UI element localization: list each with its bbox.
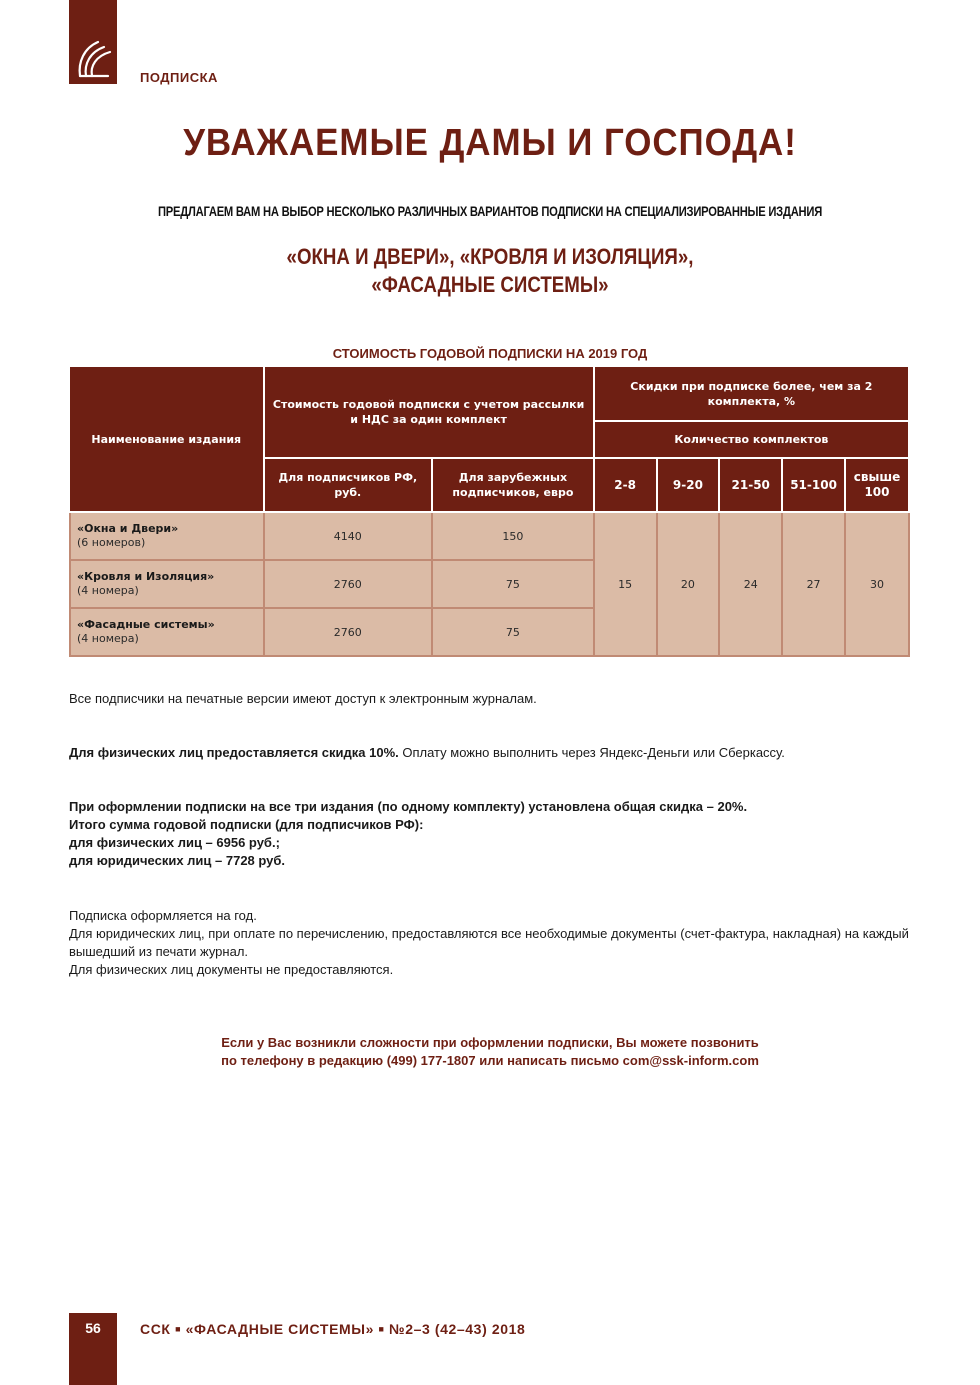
journal-name: «Фасадные системы» <box>77 618 215 631</box>
terms-line: Для физических лиц документы не предоставляются. <box>69 962 394 977</box>
discount-value: 20 <box>657 512 720 656</box>
terms-line: Для юридических лиц, при оплате по перечислению, предоставляются все необходимые документы (счет-фактура, накладная) на каждый вышедший из печати журнал. <box>69 926 909 959</box>
header-cost-group-line-2: и НДС за один комплект <box>350 413 507 426</box>
bundle-line: Итого сумма годовой подписки (для подписчиков РФ): <box>69 817 424 832</box>
journal-name-cell <box>70 560 264 608</box>
header-range: 2-8 <box>594 458 657 512</box>
header-range: свыше 100 <box>845 458 909 512</box>
table-title: СТОИМОСТЬ ГОДОВОЙ ПОДПИСКИ НА 2019 ГОД <box>332 346 648 361</box>
discount-value: 24 <box>719 512 782 656</box>
journal-names-line-1: «ОКНА И ДВЕРИ», «КРОВЛЯ И ИЗОЛЯЦИЯ», <box>286 244 694 269</box>
header-quantity: Количество комплектов <box>594 421 909 458</box>
ssk-logo-icon <box>72 34 114 80</box>
individual-discount-bold: Для физических лиц предоставляется скидка 10%. <box>69 745 399 760</box>
footer-issue-info <box>140 1321 525 1337</box>
header-cost-group <box>264 367 594 458</box>
price-foreign: 75 <box>432 608 594 656</box>
section-label: ПОДПИСКА <box>140 70 218 85</box>
square-separator-icon: ■ <box>175 1324 182 1334</box>
price-rf: 2760 <box>264 608 433 656</box>
discount-value: 27 <box>782 512 845 656</box>
access-note: Все подписчики на печатные версии имеют доступ к электронным журналам. <box>69 691 537 706</box>
price-foreign: 75 <box>432 560 594 608</box>
price-table <box>69 367 910 657</box>
contact-line-1: Если у Вас возникли сложности при оформлении подписки, Вы можете позвонить <box>221 1035 759 1050</box>
header-range: 51-100 <box>782 458 845 512</box>
price-foreign: 150 <box>432 512 594 560</box>
discount-value: 30 <box>845 512 909 656</box>
bundle-line: При оформлении подписки на все три издания (по одному комплекту) установлена общая скидка – 20%. <box>69 799 748 814</box>
price-rf: 4140 <box>264 512 433 560</box>
journal-issues: (6 номеров) <box>77 536 146 549</box>
discount-value: 15 <box>594 512 657 656</box>
journal-names-line-2: «ФАСАДНЫЕ СИСТЕМЫ» <box>371 272 609 297</box>
header-range: 9-20 <box>657 458 720 512</box>
header-name: Наименование издания <box>70 367 264 512</box>
page-title: УВАЖАЕМЫЕ ДАМЫ И ГОСПОДА! <box>183 122 797 164</box>
header-discount-group: Скидки при подписке более, чем за 2 комплекта, % <box>594 367 909 421</box>
header-range: 21-50 <box>719 458 782 512</box>
journal-issues: (4 номера) <box>77 584 139 597</box>
footer-publisher: ССК <box>140 1321 171 1337</box>
journal-issues: (4 номера) <box>77 632 139 645</box>
footer-journal: «ФАСАДНЫЕ СИСТЕМЫ» <box>185 1321 374 1337</box>
header-cost-rf: Для подписчиков РФ, руб. <box>264 458 433 512</box>
square-separator-icon: ■ <box>378 1324 385 1334</box>
subtitle: ПРЕДЛАГАЕМ ВАМ НА ВЫБОР НЕСКОЛЬКО РАЗЛИЧНЫХ ВАРИАНТОВ ПОДПИСКИ НА СПЕЦИАЛИЗИРОВАННЫЕ ИЗДАНИЯ <box>157 203 823 219</box>
header-cost-group-line-1: Стоимость годовой подписки с учетом рассылки <box>272 398 585 411</box>
bundle-line: для физических лиц – 6956 руб.; <box>69 835 280 850</box>
price-rf: 2760 <box>264 560 433 608</box>
journal-name: «Кровля и Изоляция» <box>77 570 215 583</box>
footer-issue: №2–3 (42–43) 2018 <box>389 1321 526 1337</box>
payment-methods: Оплату можно выполнить через Яндекс-Деньги или Сберкассу. <box>398 745 785 760</box>
contact-line-2: по телефону в редакцию (499) 177-1807 или написать письмо com@ssk-inform.com <box>221 1053 759 1068</box>
terms-note <box>69 907 914 979</box>
journal-name-cell <box>70 608 264 656</box>
table-row <box>70 512 909 560</box>
contact-info <box>0 1034 980 1070</box>
individual-discount-note <box>69 744 914 762</box>
page-number: 56 <box>85 1320 101 1336</box>
journal-names <box>74 243 907 299</box>
journal-name-cell <box>70 512 264 560</box>
header-cost-foreign: Для зарубежных подписчиков, евро <box>432 458 594 512</box>
bundle-line: для юридических лиц – 7728 руб. <box>69 853 286 868</box>
journal-name: «Окна и Двери» <box>77 522 179 535</box>
terms-line: Подписка оформляется на год. <box>69 908 257 923</box>
bundle-discount-note <box>69 798 914 870</box>
